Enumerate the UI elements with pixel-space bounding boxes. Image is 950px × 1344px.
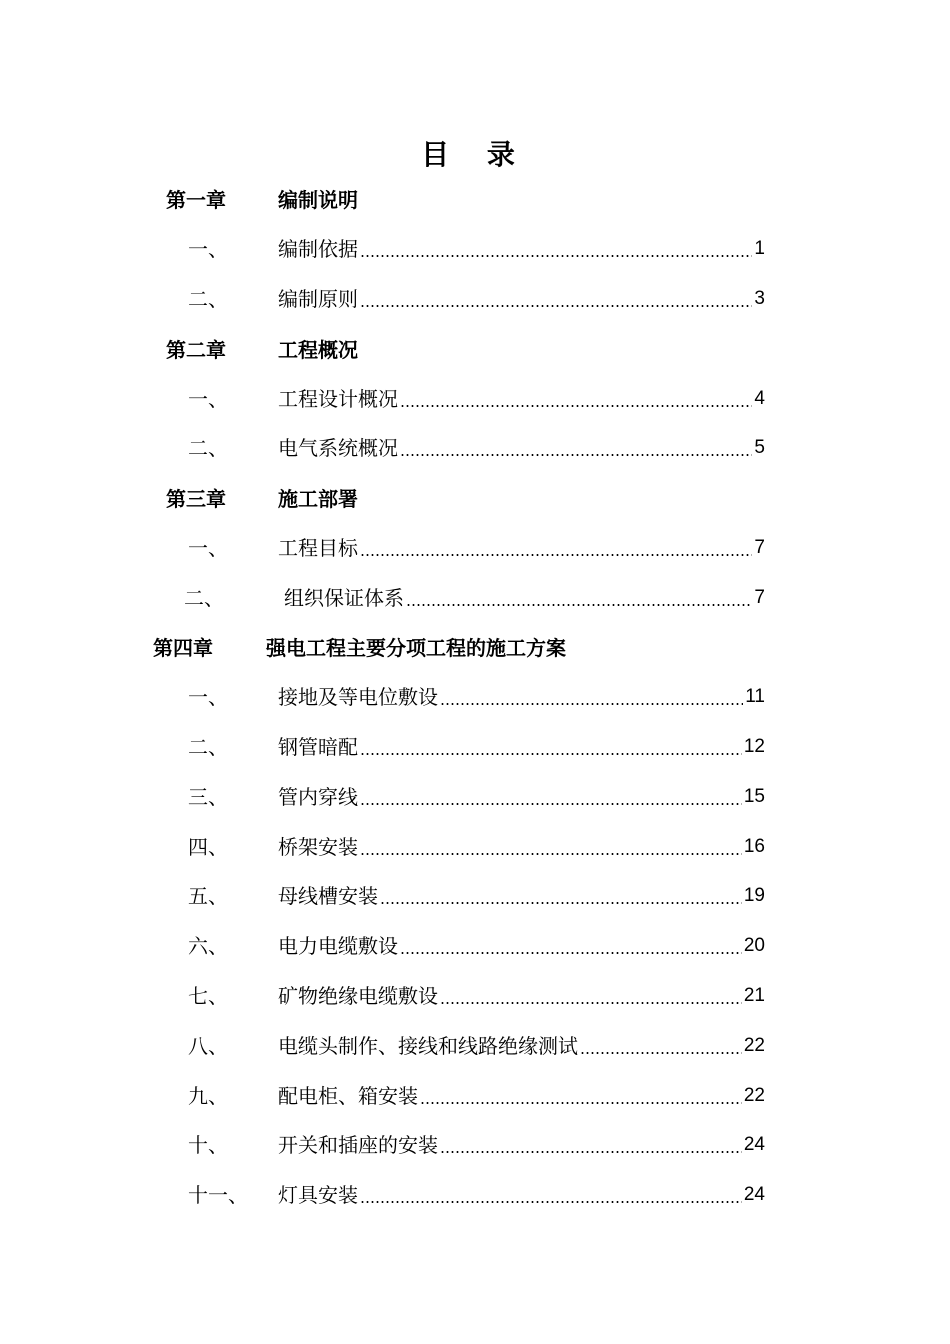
toc-chapter-heading <box>0 483 950 515</box>
entry-title: 管内穿线 <box>278 785 358 809</box>
entry-title: 电缆头制作、接线和线路绝缘测试 <box>278 1034 578 1058</box>
page-number: 15 <box>743 786 765 807</box>
entry-number: 三、 <box>188 785 228 809</box>
entry-number: 七、 <box>188 984 228 1008</box>
entry-number: 二、 <box>184 586 224 610</box>
entry-title: 组织保证体系 <box>284 586 404 610</box>
toc-entry[interactable] <box>0 233 950 265</box>
dot-leader <box>440 1002 742 1004</box>
entry-number: 一、 <box>188 387 228 411</box>
entry-number: 二、 <box>188 436 228 460</box>
dot-leader <box>360 305 752 307</box>
toc-entry[interactable] <box>0 781 950 813</box>
dot-leader <box>360 1201 742 1203</box>
toc-entry[interactable] <box>0 731 950 763</box>
toc-entry[interactable] <box>0 383 950 415</box>
dot-leader <box>440 1151 742 1153</box>
chapter-title: 编制说明 <box>278 188 358 212</box>
page-number: 4 <box>754 388 765 409</box>
entry-number: 十、 <box>188 1133 228 1157</box>
entry-title: 接地及等电位敷设 <box>278 685 438 709</box>
page-number: 24 <box>743 1184 765 1205</box>
entry-title: 母线槽安装 <box>278 884 378 908</box>
chapter-title: 工程概况 <box>278 338 358 362</box>
toc-entry[interactable] <box>0 283 950 315</box>
entry-title: 配电柜、箱安装 <box>278 1084 418 1108</box>
entry-title: 矿物绝缘电缆敷设 <box>278 984 438 1008</box>
entry-number: 六、 <box>188 934 228 958</box>
page-number: 1 <box>754 238 765 259</box>
dot-leader <box>360 853 742 855</box>
toc-entry[interactable] <box>0 1179 950 1211</box>
entry-title: 工程目标 <box>278 536 358 560</box>
toc-entry[interactable] <box>0 1129 950 1161</box>
entry-number: 一、 <box>188 237 228 261</box>
entry-title: 工程设计概况 <box>278 387 398 411</box>
dot-leader <box>360 255 752 257</box>
toc-entry[interactable] <box>0 880 950 912</box>
page-title: 目 录 <box>421 138 529 171</box>
page-number: 22 <box>743 1085 765 1106</box>
entry-title: 开关和插座的安装 <box>278 1133 438 1157</box>
page-number: 21 <box>743 985 765 1006</box>
toc-entry[interactable] <box>0 681 950 713</box>
entry-number: 一、 <box>188 536 228 560</box>
entry-number: 一、 <box>188 685 228 709</box>
chapter-number: 第四章 <box>153 636 213 660</box>
page-number: 5 <box>754 437 765 458</box>
page-number: 22 <box>743 1035 765 1056</box>
entry-title: 编制原则 <box>278 287 358 311</box>
page-number: 7 <box>754 587 765 608</box>
page-number: 24 <box>743 1134 765 1155</box>
toc-entry[interactable] <box>0 582 950 614</box>
chapter-number: 第三章 <box>166 487 226 511</box>
entry-number: 二、 <box>188 287 228 311</box>
toc-entry[interactable] <box>0 432 950 464</box>
entry-number: 八、 <box>188 1034 228 1058</box>
entry-number: 九、 <box>188 1084 228 1108</box>
dot-leader <box>400 405 752 407</box>
chapter-title: 施工部署 <box>278 487 358 511</box>
entry-title: 编制依据 <box>278 237 358 261</box>
entry-number: 十一、 <box>188 1183 248 1207</box>
page-number: 3 <box>754 288 765 309</box>
toc-entry[interactable] <box>0 831 950 863</box>
entry-title: 电气系统概况 <box>278 436 398 460</box>
toc-entry[interactable] <box>0 1030 950 1062</box>
entry-title: 电力电缆敷设 <box>278 934 398 958</box>
entry-number: 五、 <box>188 884 228 908</box>
dot-leader <box>440 703 743 705</box>
entry-title: 钢管暗配 <box>278 735 358 759</box>
dot-leader <box>380 902 742 904</box>
dot-leader <box>360 803 742 805</box>
chapter-number: 第一章 <box>166 188 226 212</box>
toc-entry[interactable] <box>0 532 950 564</box>
chapter-number: 第二章 <box>166 338 226 362</box>
page-number: 12 <box>743 736 765 757</box>
toc-entry[interactable] <box>0 930 950 962</box>
dot-leader <box>406 604 752 606</box>
entry-number: 二、 <box>188 735 228 759</box>
page-number: 11 <box>745 686 765 707</box>
page-number: 20 <box>743 935 765 956</box>
page-number: 7 <box>754 537 765 558</box>
dot-leader <box>420 1102 742 1104</box>
page-number: 16 <box>743 836 765 857</box>
entry-number: 四、 <box>188 835 228 859</box>
entry-title: 桥架安装 <box>278 835 358 859</box>
dot-leader <box>580 1052 742 1054</box>
dot-leader <box>360 554 752 556</box>
entry-title: 灯具安装 <box>278 1183 358 1207</box>
dot-leader <box>400 454 752 456</box>
page-number: 19 <box>743 885 765 906</box>
toc-chapter-heading <box>0 632 950 664</box>
dot-leader <box>400 952 742 954</box>
toc-entry[interactable] <box>0 1080 950 1112</box>
dot-leader <box>360 753 742 755</box>
toc-chapter-heading <box>0 184 950 216</box>
toc-chapter-heading <box>0 334 950 366</box>
chapter-title: 强电工程主要分项工程的施工方案 <box>266 636 566 660</box>
toc-entry[interactable] <box>0 980 950 1012</box>
